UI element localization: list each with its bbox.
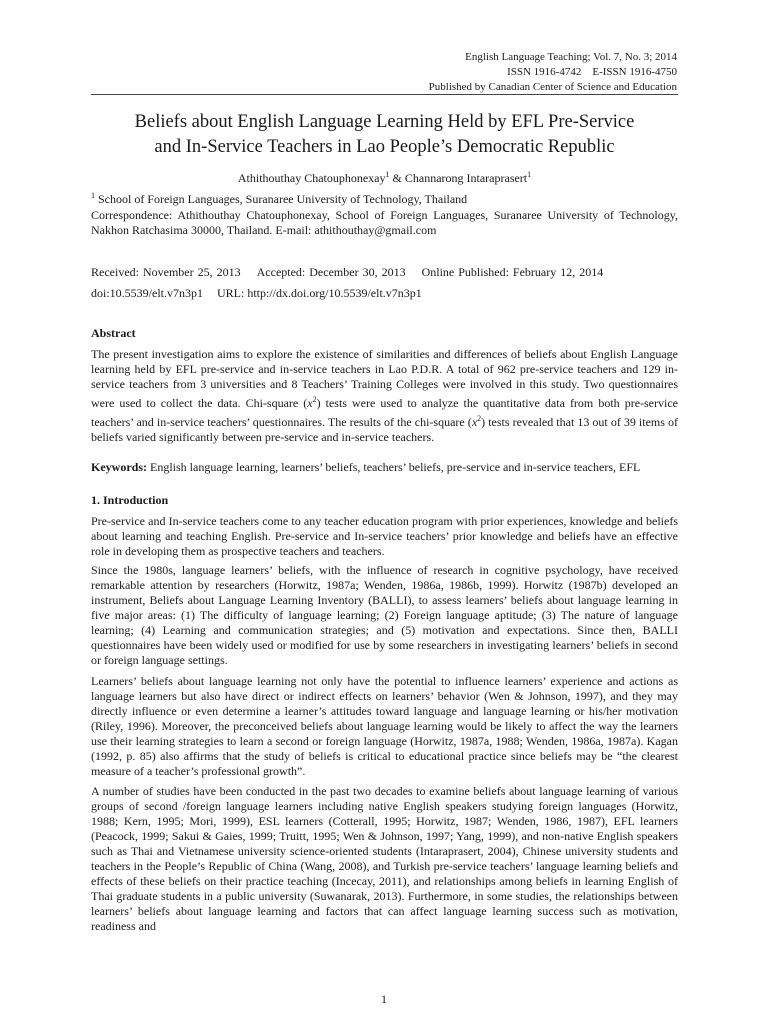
affiliation-text: School of Foreign Languages, Suranaree University of Technology, Thailand (95, 192, 468, 206)
journal-citation: English Language Teaching; Vol. 7, No. 3; 2014 (465, 51, 677, 63)
affiliation-marker: 1 (385, 170, 390, 179)
abstract-text (91, 347, 678, 445)
affiliation-marker: 1 (527, 170, 532, 179)
title-line-1: Beliefs about English Language Learning Held by EFL Pre-Service (134, 112, 635, 132)
accepted-date: Accepted: December 30, 2013 (256, 265, 406, 279)
chi-exponent: 2 (477, 414, 482, 423)
abstract-heading: Abstract (91, 326, 136, 340)
page-number: 1 (381, 992, 387, 1006)
author-name: Athithouthay Chatouphonexay (237, 171, 386, 185)
keywords-label: Keywords: (91, 460, 147, 474)
journal-issn: ISSN 1916-4742 E-ISSN 1916-4750 (507, 66, 677, 78)
paragraph: Pre-service and In-service teachers come to any teacher education program with prior experiences, knowledge and beliefs about learning and teaching English. Pre-service and In-service teachers’ prior knowledge and beliefs have an effective role in developing them as prospective teachers and teachers. (91, 514, 678, 558)
author-separator: & (389, 171, 405, 185)
paper-title (91, 110, 678, 160)
doi-url[interactable]: URL: http://dx.doi.org/10.5539/elt.v7n3p1 (217, 286, 422, 300)
abstract-part: ) tests were used to analyze the quantitative data from both pre-service teachers’ and in-service teachers’ questionnaires. The results of the chi-square ( (91, 396, 678, 429)
header-rule (91, 94, 678, 95)
author-name: Channarong Intaraprasert (404, 171, 528, 185)
affiliation (91, 188, 678, 207)
abstract-part: ) tests revealed that 13 out of 39 items of beliefs varied significantly between pre-service and in-service teachers. (91, 415, 678, 444)
keywords (91, 460, 678, 475)
abstract-part: The present investigation aims to explore the existence of similarities and differences of beliefs about English Language learning held by EFL pre-service and in-service teachers in Lao P.D.R. A total of 962 pre-service teachers and 129 in-service teachers from 3 universities and 8 Teachers’ Training Colleges were involved in this study. Two questionnaires were used to collect the data. Chi-square ( (91, 347, 678, 410)
publication-dates (91, 265, 678, 280)
chi-symbol: x (471, 415, 478, 429)
keywords-text: English language learning, learners’ beliefs, teachers’ beliefs, pre-service and in-service teachers, EFL (147, 460, 641, 474)
chi-symbol: x (307, 396, 313, 410)
received-date: Received: November 25, 2013 (91, 265, 241, 279)
author-list (91, 167, 678, 186)
title-line-2: and In-Service Teachers in Lao People’s Democratic Republic (154, 137, 615, 157)
paragraph: Learners’ beliefs about language learning not only have the potential to influence learners’ experience and actions as language learners but also have direct or indirect effects on learners’ behavior (Wen & Johnson, 1997), and they may directly influence or even determine a learner’s attitudes toward language and language learning or his/her motivation (Riley, 1996). Moreover, the preconceived beliefs about language learning would be likely to affect the way the learners use their learning strategies to learn a second or foreign language (Horwitz, 1987a, 1988; Wenden, 1986a, 1987a). Kagan (1992, p. 85) also affirms that the study of beliefs is critical to educational practice since beliefs may be “the clearest measure of a teacher’s professional growth”. (91, 674, 678, 778)
affiliation-marker: 1 (91, 191, 95, 200)
paragraph: A number of studies have been conducted in the past two decades to examine beliefs about language learning of various groups of second /foreign language learners including native English speakers studying foreign languages (Horwitz, 1988; Kern, 1995; Mori, 1999), ESL learners (Cotterall, 1995; Horwitz, 1987; Wenden, 1986, 1987), EFL learners (Peacock, 1999; Sakui & Gaies, 1999; Truitt, 1995; Wen & Johnson, 1997; Yang, 1999), and non-native English speakers such as Thai and Vietnamese university science-oriented students (Intaraprasert, 2004), Chinese university students and teachers in the People’s Republic of China (Wang, 2008), and Turkish pre-service teachers’ language learning beliefs and effects of these beliefs on their practice teaching (Incecay, 2011), and relationships among beliefs in learning English of Thai graduate students in a public university (Suwanarak, 2013). Furthermore, in some studies, the relationships between learners’ beliefs about language learning and factors that can affect language learning success such as motivation, readiness and (91, 784, 678, 933)
published-date: Online Published: February 12, 2014 (421, 265, 604, 279)
doi-text: doi:10.5539/elt.v7n3p1 (91, 286, 203, 300)
paragraph: Since the 1980s, language learners’ beliefs, with the influence of research in cognitive psychology, have received remarkable attention by researchers (Horwitz, 1987a; Wenden, 1986a, 1986b, 1999). Horwitz (1987b) developed an instrument, Beliefs about Language Learning Inventory (BALLI), to assess learners’ beliefs about language learning in five major areas: (1) The difficulty of language learning; (2) Foreign language aptitude; (3) The nature of language learning; (4) Learning and communication strategies; and (5) motivation and expectations. Since then, BALLI questionnaires have been widely used or modified for use by some researchers in investigating learners’ beliefs in second or foreign language settings. (91, 563, 678, 667)
chi-exponent: 2 (312, 395, 317, 404)
journal-header (429, 50, 677, 95)
correspondence: Correspondence: Athithouthay Chatouphonexay, School of Foreign Languages, Suranaree University of Technology, Nakhon Ratchasima 30000, Thailand. E-mail: athithouthay@gmail.com (91, 208, 678, 237)
journal-publisher: Published by Canadian Center of Science and Education (428, 81, 677, 93)
doi-line (91, 286, 678, 301)
section-heading-introduction: 1. Introduction (91, 493, 169, 507)
